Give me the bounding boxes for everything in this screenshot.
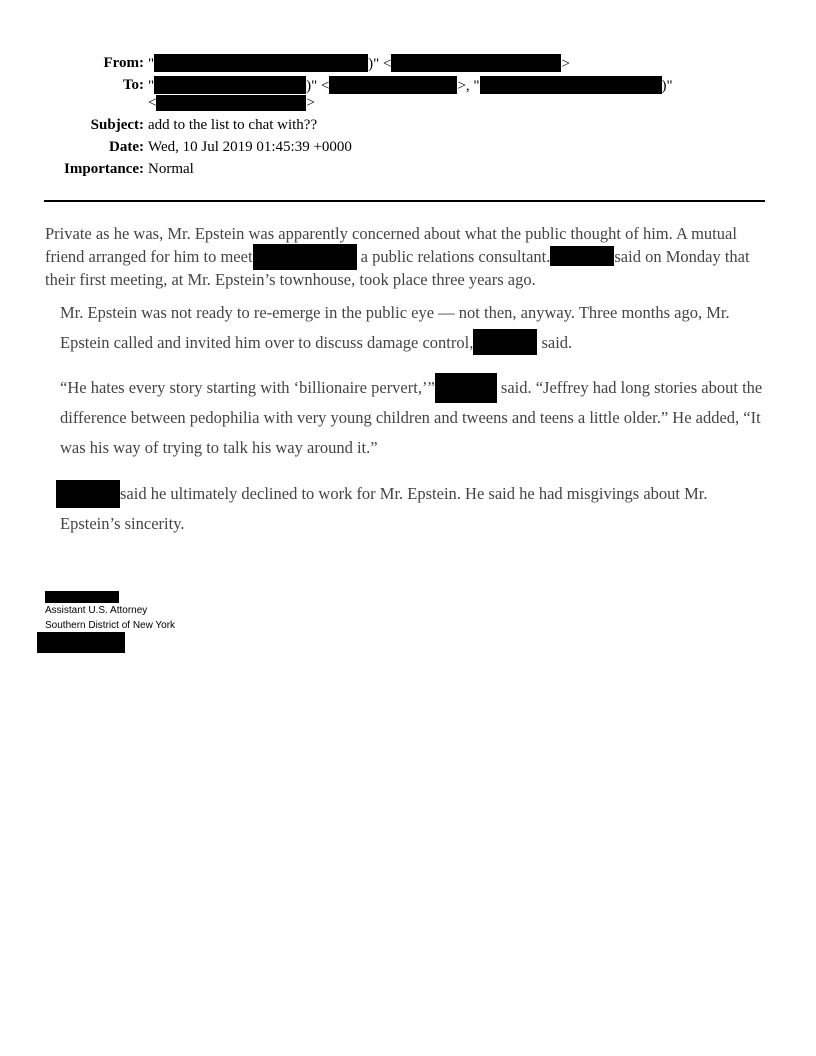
redaction-block: [154, 76, 306, 94]
to-close: )": [661, 78, 673, 94]
to-sep-2: >, ": [457, 78, 480, 94]
p1-text-b: a public relations consultant.: [356, 247, 551, 266]
redaction-block: [435, 373, 497, 403]
redaction-block: [480, 76, 662, 94]
from-value: [148, 54, 570, 73]
date-value: Wed, 10 Jul 2019 01:45:39 +0000: [148, 139, 352, 155]
signature-title: Assistant U.S. Attorney: [45, 605, 148, 616]
signature-office: Southern District of New York: [45, 620, 176, 631]
date-label: Date:: [109, 139, 144, 155]
redaction-block: [253, 244, 357, 270]
to-open: <: [148, 95, 157, 111]
to-value-line2: [148, 94, 315, 112]
header-divider: [44, 200, 765, 202]
redaction-block: [154, 54, 368, 72]
p1-text-a: Private as he was, Mr. Epstein was apparently concerned about what the public thought of him. A mutual friend arranged for him to meet: [45, 224, 737, 266]
to-quote: ": [148, 78, 155, 94]
importance-label: Importance:: [64, 161, 144, 177]
from-close: >: [561, 56, 570, 72]
redaction-block: [473, 329, 537, 355]
paragraph-3: [60, 373, 765, 463]
p1-text-c: said on Monday that their first meeting, at Mr. Epstein’s townhouse, took place three years ago.: [45, 247, 750, 289]
subject-value: add to the list to chat with??: [148, 117, 318, 133]
paragraph-2: [60, 298, 765, 358]
p3-text-b: said. “Jeffrey had long stories about the difference between pedophilia with very young children and tweens and teens a little older.” He added, “It was his way of trying to talk his way around it.”: [60, 378, 763, 457]
p2-text-b: said.: [537, 333, 573, 352]
to-label: To:: [122, 77, 144, 93]
redaction-block: [156, 95, 306, 111]
to-sep: )" <: [306, 78, 330, 94]
redaction-block: [329, 76, 457, 94]
to-value: [148, 76, 673, 95]
from-quote: ": [148, 56, 155, 72]
subject-label: Subject:: [90, 117, 144, 133]
p2-text-a: Mr. Epstein was not ready to re-emerge in the public eye — not then, anyway. Three months ago, Mr. Epstein called and invited him over to discuss damage control,: [60, 303, 730, 352]
importance-value: Normal: [148, 161, 194, 177]
from-sep: )" <: [368, 56, 392, 72]
to-close-2: >: [306, 95, 315, 111]
p3-text-a: “He hates every story starting with ‘billionaire pervert,’”: [60, 378, 435, 397]
redaction-block: [37, 632, 125, 653]
p4-text: said he ultimately declined to work for Mr. Epstein. He said he had misgivings about Mr. Epstein’s sincerity.: [60, 484, 708, 533]
paragraph-1: [45, 224, 765, 290]
redaction-block: [56, 480, 120, 508]
from-label: From:: [103, 55, 144, 71]
redaction-block: [550, 246, 614, 266]
paragraph-4: [60, 479, 765, 539]
redaction-block: [391, 54, 561, 72]
redaction-block: [45, 591, 119, 603]
